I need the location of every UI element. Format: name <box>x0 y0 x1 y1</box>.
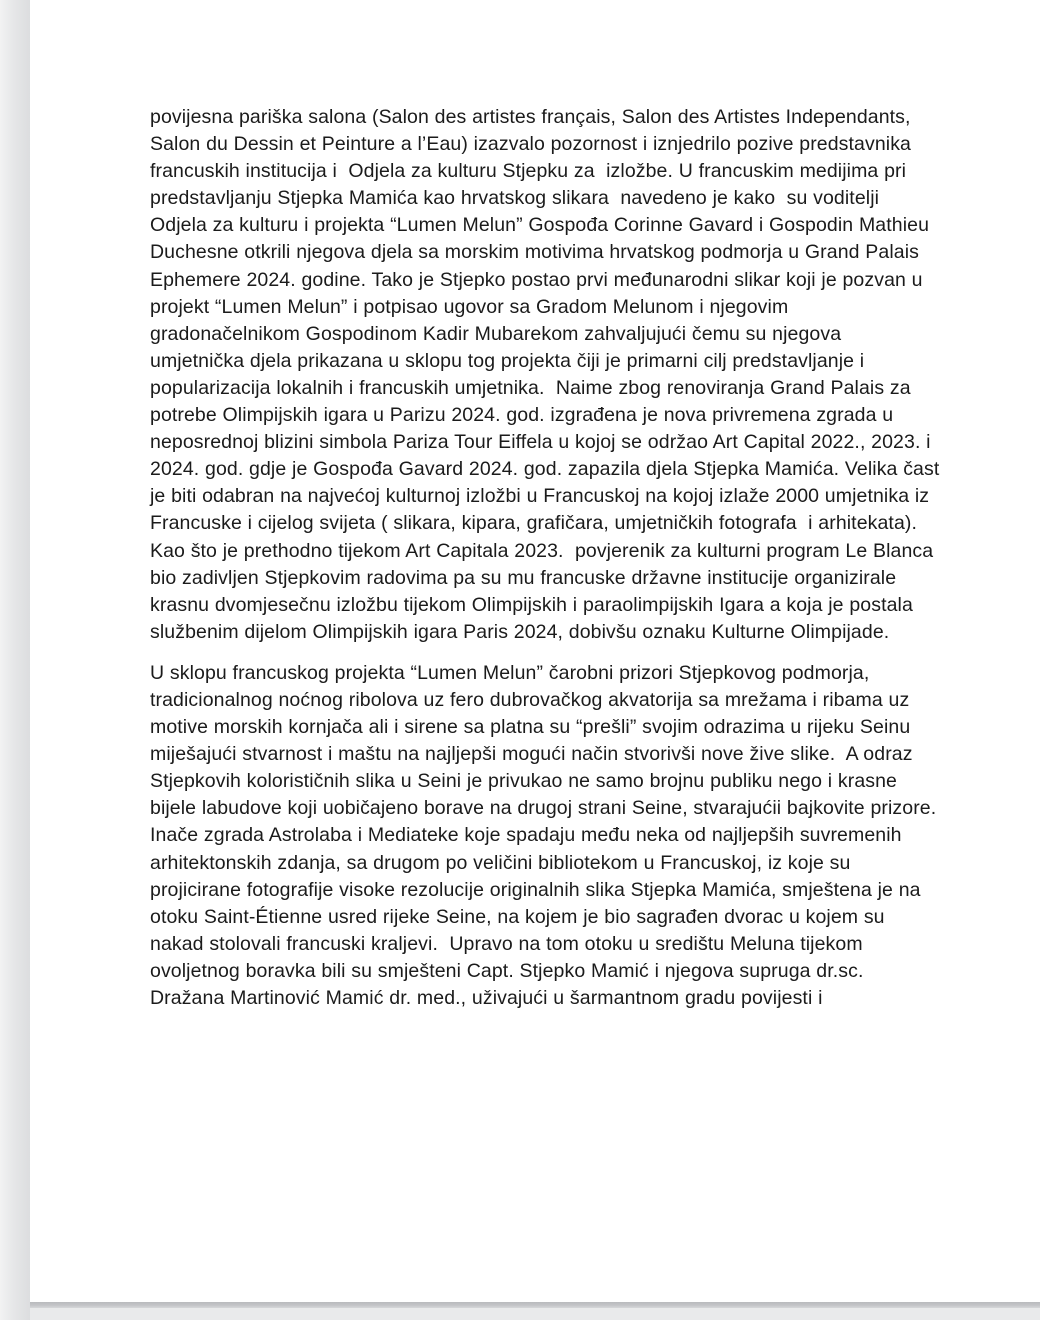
viewport-left-gutter <box>0 0 30 1320</box>
paragraph-2: U sklopu francuskog projekta “Lumen Melun” čarobni prizori Stjepkovog podmorja, tradicionalnog noćnog ribolova uz fero dubrovačkog akvatorija sa mrežama i ribama uz motive morskih kornjača ali i sirene sa platna su “prešli” svojim odrazima u rijeku Seinu miješajući stvarnost i maštu na najljepši mogući način stvorivši nove žive slike. A odraz Stjepkovih kolorističnih slika u Seini je privukao ne samo brojnu publiku nego i krasne bijele labudove koji uobičajeno borave na drugoj strani Seine, stvarajućii bajkovite prizore. Inače zgrada Astrolaba i Mediateke koje spadaju među neka od najljepših suvremenih arhitektonskih zdanja, sa drugom po veličini bibliotekom u Francuskoj, iz koje su projicirane fotografije visoke rezolucije originalnih slika Stjepka Mamića, smještena je na otoku Saint-Étienne usred rijeke Seine, na kojem je bio sagrađen dvorac u kojem su nakad stolovali francuski kraljevi. Upravo na tom otoku u središtu Meluna tijekom ovoljetnog boravka bili su smješteni Capt. Stjepko Mamić i njegova supruga dr.sc. Dražana Martinović Mamić dr. med., uživajući u šarmantnom gradu povijesti i <box>150 661 948 1009</box>
document-text-body <box>150 104 948 1012</box>
document-page <box>30 0 1040 1302</box>
page-below-area <box>30 1308 1040 1320</box>
paragraph-1: povijesna pariška salona (Salon des artistes français, Salon des Artistes Independants, Salon du Dessin et Peinture a l’Eau) izazvalo pozornost i iznjedrilo pozive predstavnika francuskih institucija i Odjela za kulturu Stjepku za izložbe. U francuskim medijima pri predstavljanju Stjepka Mamića kao hrvatskog slikara navedeno je kako su voditelji Odjela za kulturu i projekta “Lumen Melun” Gospođa Corinne Gavard i Gospodin Mathieu Duchesne otkrili njegova djela sa morskim motivima hrvatskog podmorja u Grand Palais Ephemere 2024. godine. Tako je Stjepko postao prvi međunarodni slikar koji je pozvan u projekt “Lumen Melun” i potpisao ugovor sa Gradom Melunom i njegovim gradonačelnikom Gospodinom Kadir Mubarekom zahvaljujući čemu su njegova umjetnička djela prikazana u sklopu tog projekta čiji je primarni cilj predstavljanje i popularizacija lokalnih i francuskih umjetnika. Naime zbog renoviranja Grand Palais za potrebe Olimpijskih igara u Parizu 2024. god. izgrađena je nova privremena zgrada u neposrednoj blizini simbola Pariza Tour Eiffela u kojoj se održao Art Capital 2022., 2023. i 2024. god. gdje je Gospođa Gavard 2024. god. zapazila djela Stjepka Mamića. Velika čast je biti odabran na najvećoj kulturnoj izložbi u Francuskoj na kojoj izlaže 2000 umjetnika iz Francuske i cijelog svijeta ( slikara, kipara, grafičara, umjetničkih fotografa i arhitekata). Kao što je prethodno tijekom Art Capitala 2023. povjerenik za kulturni program Le Blanca bio zadivljen Stjepkovim radovima pa su mu francuske državne institucije organizirale krasnu dvomjesečnu izložbu tijekom Olimpijskih i paraolimpijskih Igara a koja je postala službenim dijelom Olimpijskih igara Paris 2024, dobivšu oznaku Kulturne Olimpijade. <box>150 106 946 643</box>
